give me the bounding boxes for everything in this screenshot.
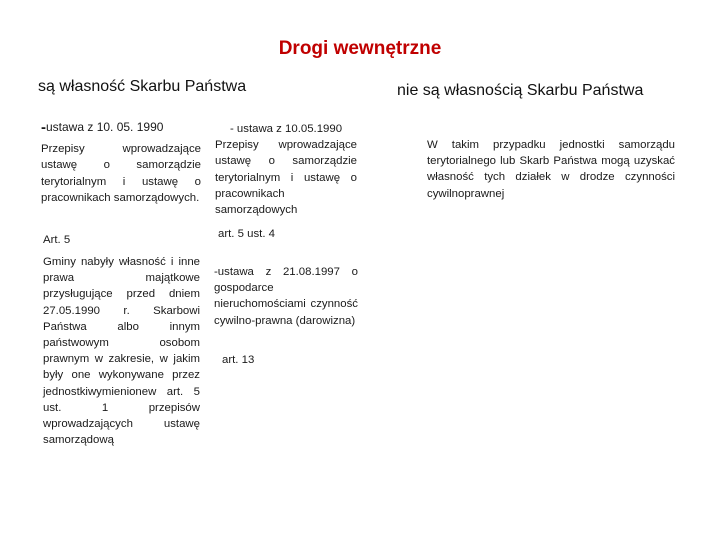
column-2-act-title: Przepisy wprowadzające ustawę o samorządzie terytorialnym i ustawę o pracownikach samorządowych bbox=[215, 139, 357, 217]
column-2-act-date: - ustawa z 10.05.1990 bbox=[229, 123, 343, 135]
column-3-text: W takim przypadku jednostki samorządu terytorialnego lub Skarb Państwa mogą uzyskać własność tych działek w drodze czynności cywilnoprawnej bbox=[427, 139, 675, 200]
column-1-article: Art. 5 bbox=[43, 234, 71, 246]
column-1-intro bbox=[41, 119, 201, 206]
column-1-act-date: ustawa z 10. 05. 1990 bbox=[46, 120, 164, 134]
slide-title: Drogi wewnętrzne bbox=[278, 38, 442, 59]
column-2-article-5: art. 5 ust. 4 bbox=[218, 228, 275, 240]
column-1-act-title: Przepisy wprowadzające ustawę o samorządzie terytorialnym i ustawę o pracownikach samorządowych. bbox=[41, 143, 201, 204]
column-2-article-13: art. 13 bbox=[222, 354, 255, 366]
left-heading: są własność Skarbu Państwa bbox=[38, 78, 247, 95]
column-1-body: Gminy nabyły własność i inne prawa majątkowe przysługujące przed dniem 27.05.1990 r. Skarbowi Państwa albo innym państwowym osobom prawnym w zakresie, w jakim były one wykonywane przez jednostkiwymienionew art. 5 ust. 1 przepisów wprowadzających ustawę samorządową bbox=[43, 256, 200, 447]
dash-marker: - bbox=[41, 119, 46, 136]
column-2-intro bbox=[215, 121, 357, 218]
column-2-body: -ustawa z 21.08.1997 o gospodarce nieruchomościami czynność cywilno-prawna (darowizna) bbox=[214, 266, 358, 327]
right-heading: nie są własnością Skarbu Państwa bbox=[397, 82, 644, 99]
